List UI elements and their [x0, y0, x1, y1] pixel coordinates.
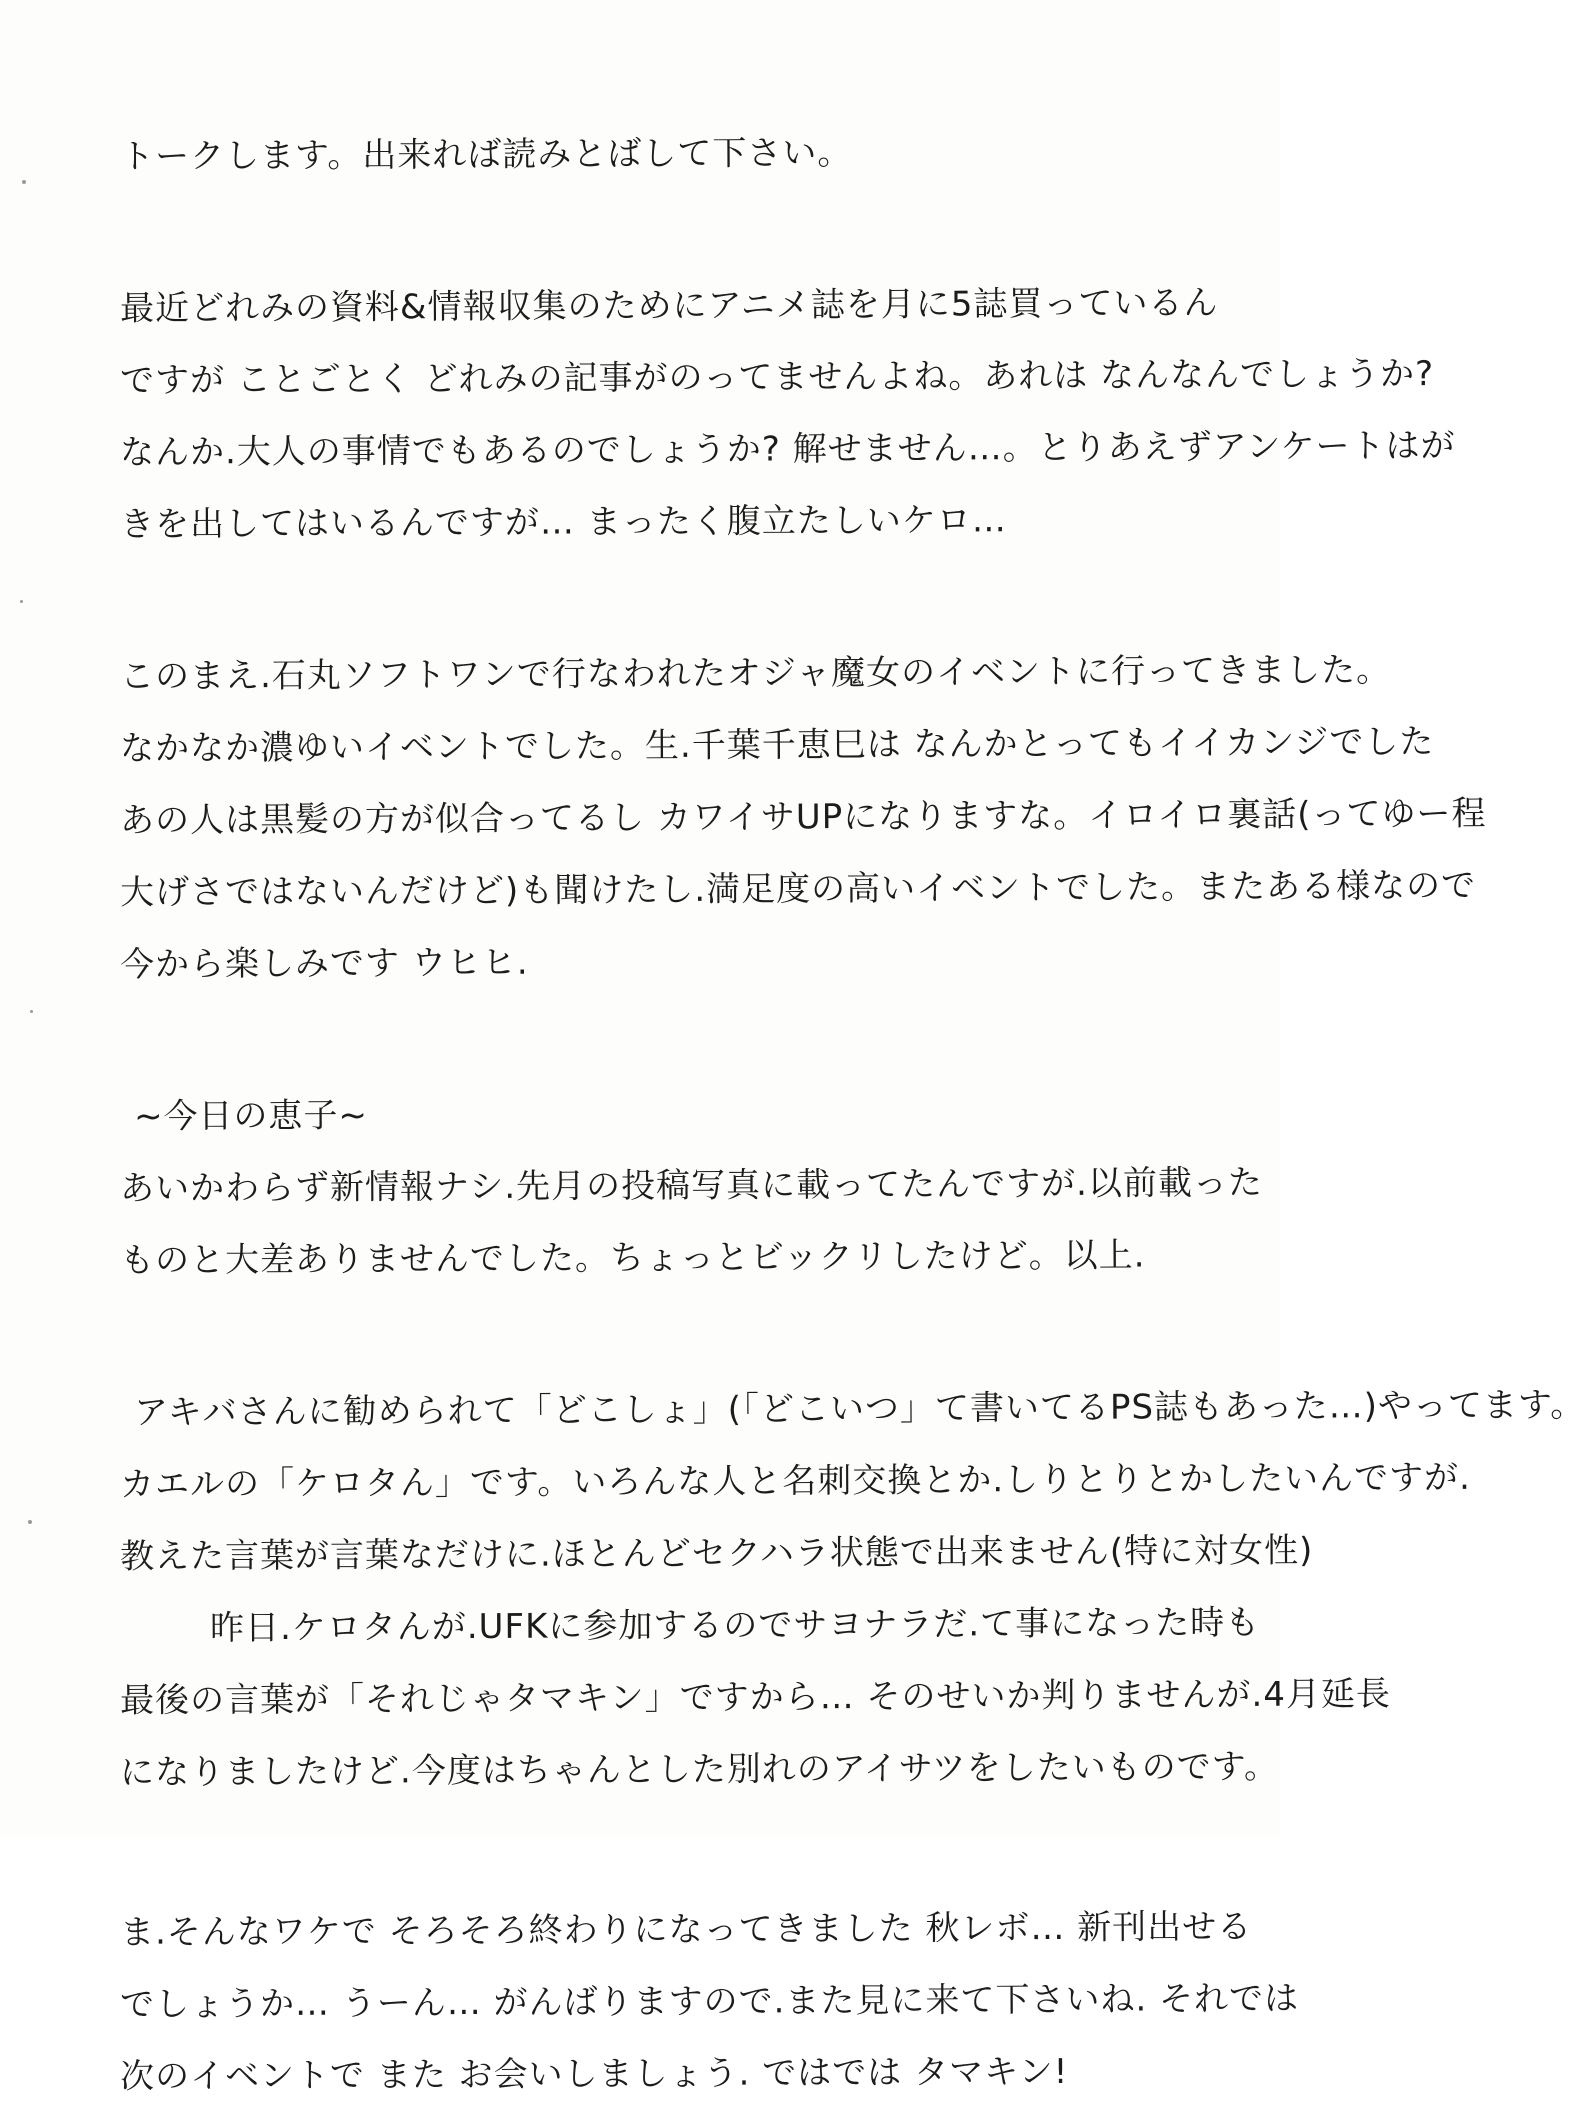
paragraph-closing	[119, 1894, 1300, 2110]
paper-speck	[22, 180, 26, 184]
text-line: になりましたけど.今度はちゃんとした別れのアイサツをしたいものです。	[119, 1746, 1280, 1793]
paragraph-gap	[120, 190, 1210, 270]
text-line: ですが ことごとく どれみの記事がのってませんよね。あれは なんなんでしょうか?	[119, 353, 1435, 401]
paragraph-keiko	[119, 1078, 1264, 1294]
paragraph-magazines	[119, 270, 1456, 558]
section-heading: ~今日の恵子~	[133, 1095, 369, 1137]
text-line: このまえ.石丸ソフトワンで行なわれたオジャ魔女のイベントに行ってきました。	[119, 650, 1392, 697]
paper-speck	[20, 600, 23, 603]
text-line: 教えた言葉が言葉なだけに.ほとんどセクハラ状態で出来ません(特に対女性)	[119, 1530, 1314, 1577]
text-line: なんか.大人の事情でもあるのでしょうか? 解せません…。とりあえずアンケートはが	[119, 425, 1456, 473]
letter-body	[119, 118, 1585, 2110]
text-line: カエルの「ケロタん」です。いろんな人と名刺交換とか.しりとりとかしたいんですが.	[119, 1457, 1471, 1505]
text-line: あいかわらず新情報ナシ.先月の投稿写真に載ってたんですが.以前載った	[119, 1162, 1264, 1209]
text-line: 今から楽しみです ウヒヒ.	[119, 942, 529, 985]
text-line: なかなか濃ゆいイベントでした。生.千葉千恵巳は なんかとってもイイカンジでした	[119, 721, 1435, 769]
text-line: 昨日.ケロタんが.UFKに参加するのでサヨナラだ.て事になった時も	[209, 1602, 1261, 1649]
paragraph-dokosho	[119, 1374, 1585, 1806]
paragraph-gap	[120, 1806, 1210, 1894]
text-line: 最後の言葉が「それじゃタマキン」ですから… そのせいか判りませんが.4月延長	[119, 1674, 1392, 1721]
paper-speck	[30, 1010, 33, 1013]
text-line: きを出してはいるんですが… まったく腹立たしいケロ…	[119, 500, 1007, 545]
text-line: ものと大差ありませんでした。ちょっとビックリしたけど。以上.	[119, 1235, 1146, 1281]
paragraph-event	[119, 638, 1487, 998]
text-line: 次のイベントで また お会いしましょう. ではでは タマキン!	[119, 2051, 1069, 2097]
text-line: ま.そんなワケで そろそろ終わりになってきました 秋レボ… 新刊出せる	[119, 1906, 1253, 1953]
paragraph-gap	[120, 998, 1210, 1078]
paper-speck	[28, 1520, 32, 1524]
text-line: でしょうか… うーん… がんばりますので.また見に来て下さいね. それでは	[119, 1978, 1300, 2025]
text-line: あの人は黒髪の方が似合ってるし カワイサUPになりますな。イロイロ裏話(ってゆー程	[119, 793, 1487, 841]
text-line: トークします。出来れば読みとばして下さい。	[119, 133, 853, 177]
paragraph-gap	[120, 558, 1210, 638]
text-line: 最近どれみの資料&情報収集のためにアニメ誌を月に5誌買っているん	[119, 283, 1219, 329]
paragraph-gap	[120, 1294, 1210, 1374]
text-line: アキバさんに勧められて「どこしょ」(「どこいつ」て書いてるPS誌もあった…)やってます。	[133, 1385, 1585, 1433]
paragraph-intro	[120, 118, 1210, 190]
text-line: 大げさではないんだけど)も聞けたし.満足度の高いイベントでした。またある様なので	[119, 865, 1477, 913]
